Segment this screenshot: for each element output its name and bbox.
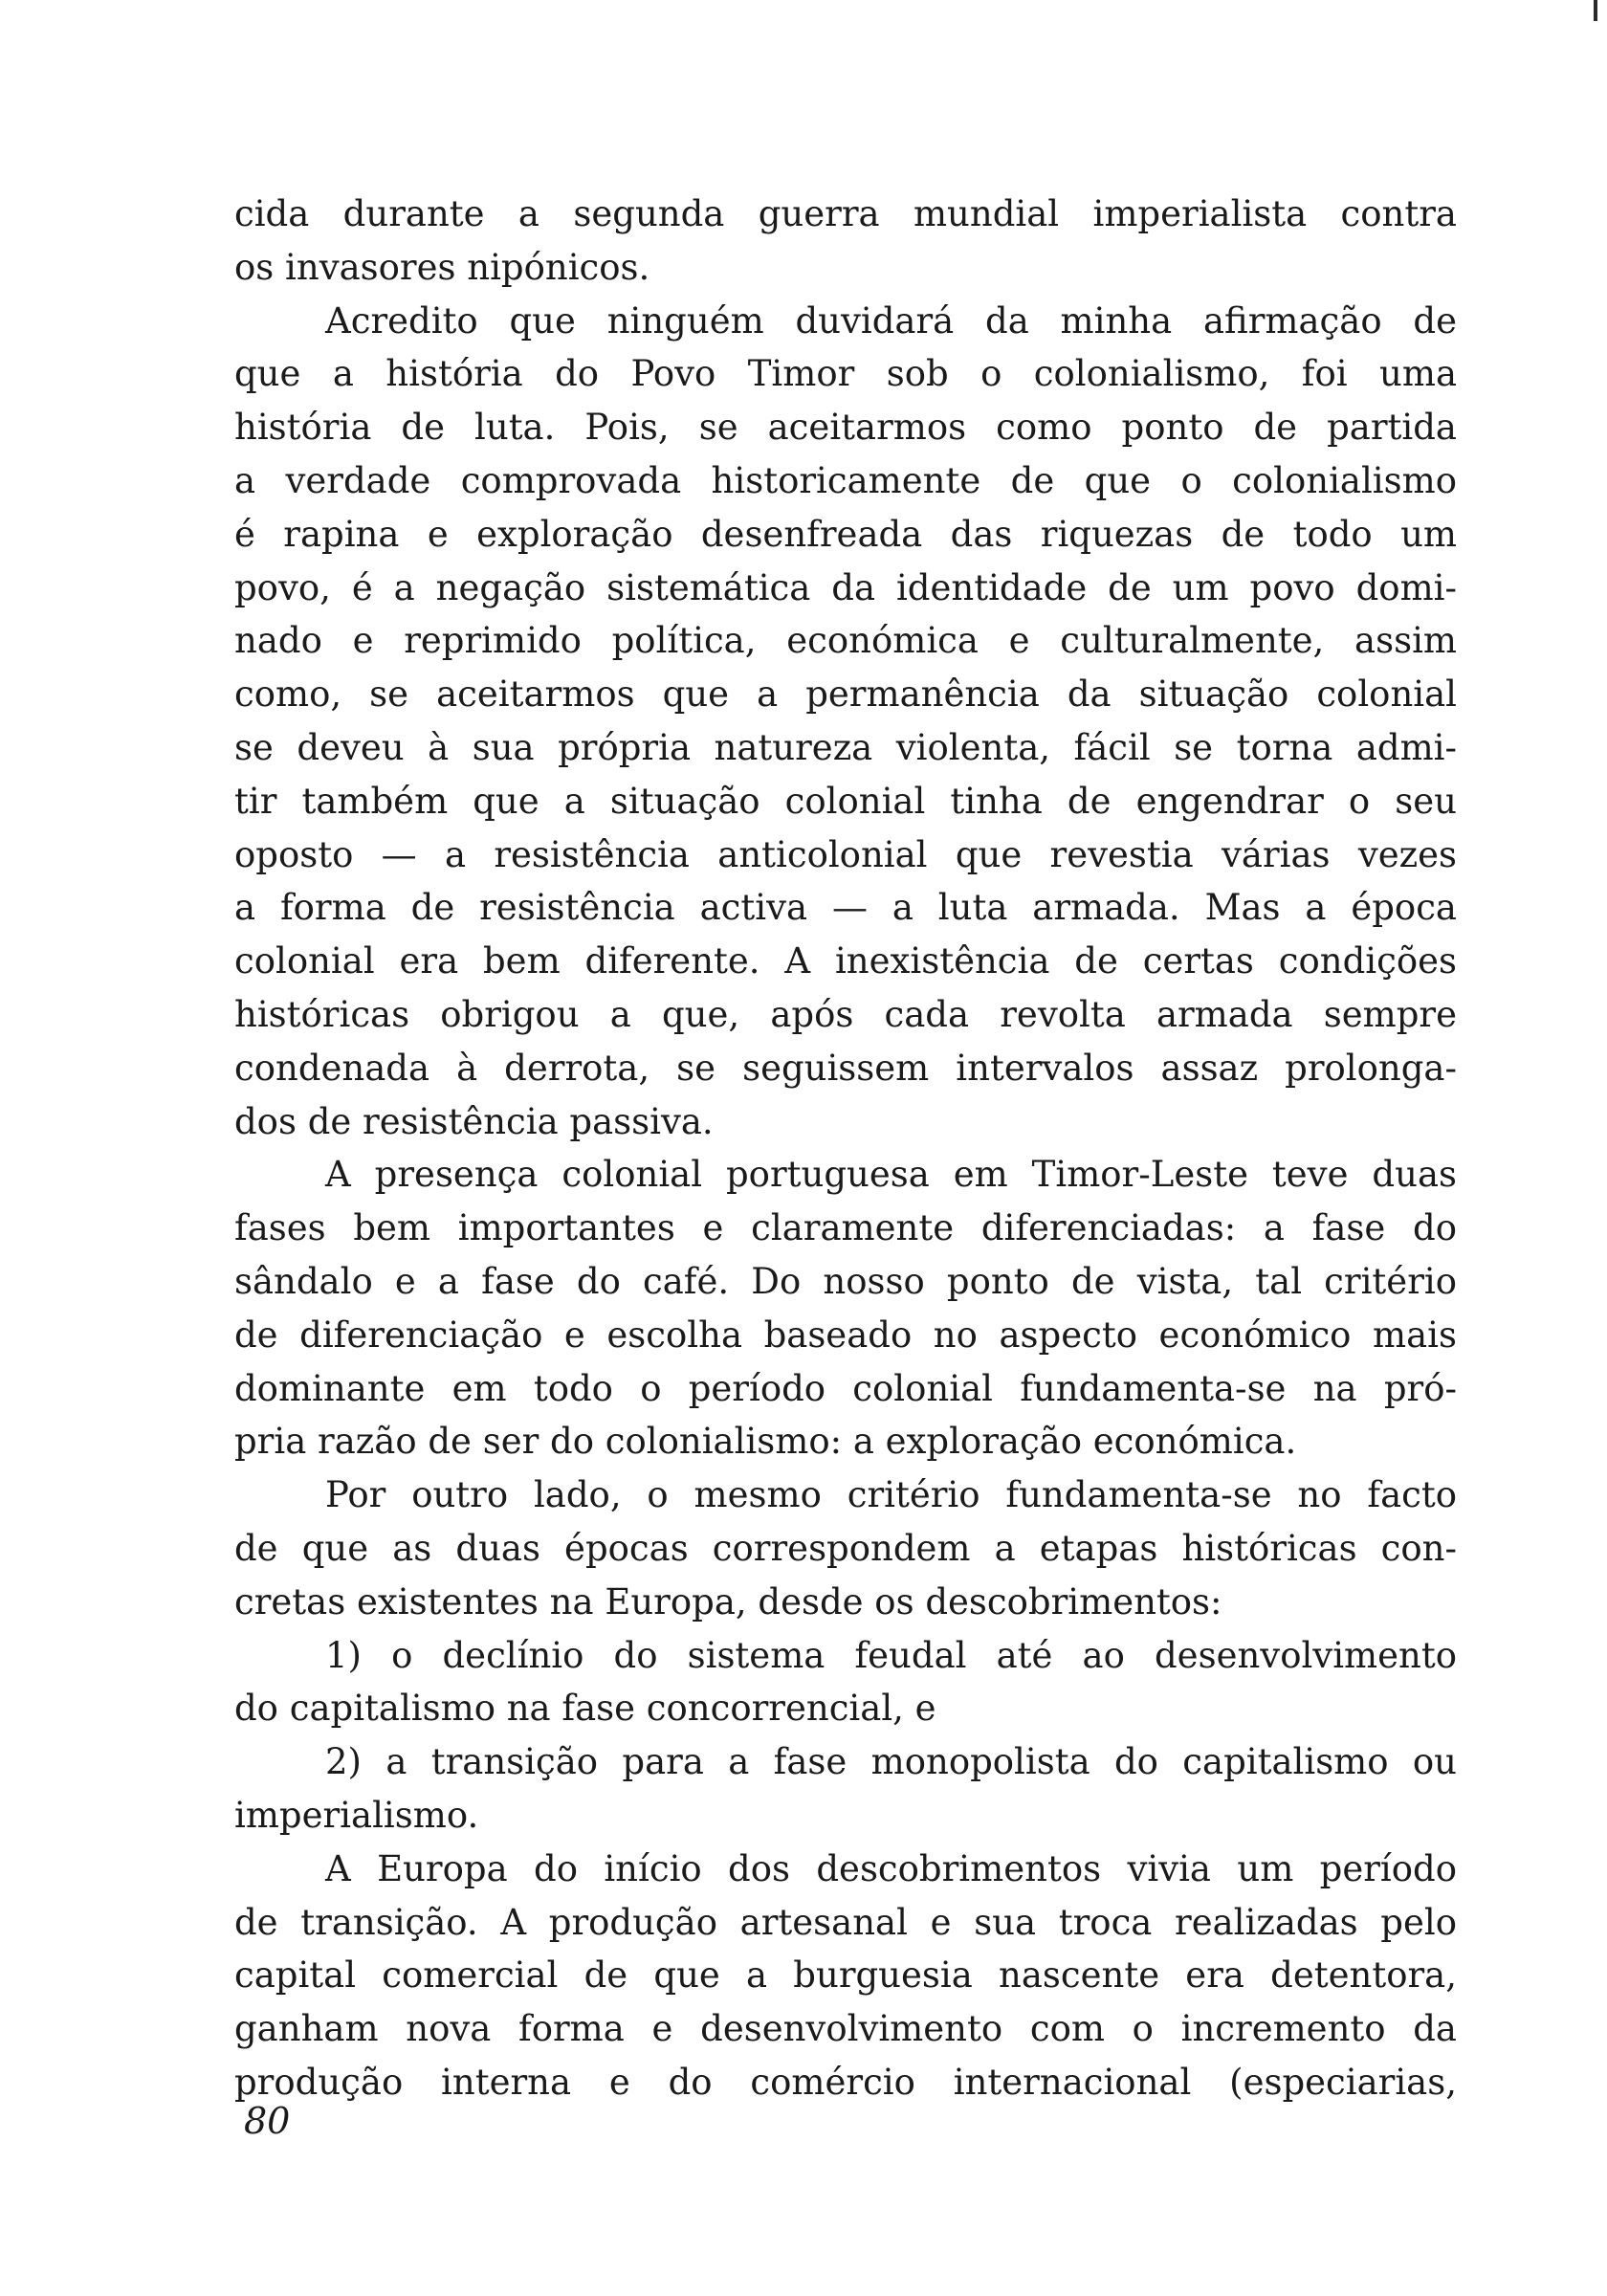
text-line: fases bem importantes e claramente diferenciadas: a fase do [234, 1207, 1457, 1249]
text-line: povo, é a negação sistemática da identidade de um povo domi- [234, 566, 1457, 608]
scan-mark [1594, 0, 1597, 21]
text-line: de que as duas épocas correspondem a etapas históricas con- [234, 1527, 1457, 1569]
text-line: do capitalismo na fase concorrencial, e [234, 1688, 936, 1730]
page-number: 80 [244, 2100, 291, 2142]
text-line: colonial era bem diferente. A inexistência de certas condições [234, 940, 1457, 982]
text-line: históricas obrigou a que, após cada revolta armada sempre [234, 993, 1457, 1035]
text-line: dos de resistência passiva. [234, 1100, 714, 1142]
text-line: dominante em todo o período colonial fundamenta-se na pró- [234, 1367, 1457, 1409]
text-line: como, se aceitarmos que a permanência da situação colonial [234, 673, 1457, 716]
text-line: ganham nova forma e desenvolvimento com o incremento da [234, 2008, 1457, 2050]
text-line: de diferenciação e escolha baseado no aspecto económico mais [234, 1314, 1457, 1356]
text-line: os invasores nipónicos. [234, 246, 650, 288]
text-line: tir também que a situação colonial tinha de engendrar o seu [234, 780, 1457, 822]
text-line: A presença colonial portuguesa em Timor-Leste teve duas [325, 1154, 1457, 1196]
text-line: oposto — a resistência anticolonial que revestia várias vezes [234, 833, 1457, 875]
text-line: imperialismo. [234, 1794, 479, 1836]
text-line: que a história do Povo Timor sob o colonialismo, foi uma [234, 353, 1457, 395]
text-line: de transição. A produção artesanal e sua troca realizadas pelo [234, 1901, 1457, 1943]
body-text [234, 188, 1457, 2109]
text-line: A Europa do início dos descobrimentos vivia um período [325, 1847, 1457, 1889]
text-line: a verdade comprovada historicamente de que o colonialismo [234, 459, 1457, 501]
text-line: se deveu à sua própria natureza violenta, fácil se torna admi- [234, 726, 1457, 768]
text-line: capital comercial de que a burguesia nascente era detentora, [234, 1954, 1457, 1997]
text-line: condenada à derrota, se seguissem intervalos assaz prolonga- [234, 1047, 1457, 1089]
text-line: cida durante a segunda guerra mundial imperialista contra [234, 193, 1457, 234]
text-line: a forma de resistência activa — a luta armada. Mas a época [234, 887, 1457, 929]
text-line: pria razão de ser do colonialismo: a exploração económica. [234, 1421, 1297, 1463]
text-line: 1) o declínio do sistema feudal até ao desenvolvimento [325, 1634, 1457, 1676]
text-line: é rapina e exploração desenfreada das riquezas de todo um [234, 513, 1457, 555]
text-line: produção interna e do comércio internacional (especiarias, [234, 2061, 1457, 2103]
text-line: 2) a transição para a fase monopolista do capitalismo ou [325, 1741, 1457, 1783]
text-line: Por outro lado, o mesmo critério fundamenta-se no facto [325, 1474, 1457, 1516]
text-line: Acredito que ninguém duvidará da minha afirmação de [325, 299, 1457, 342]
text-line: cretas existentes na Europa, desde os descobrimentos: [234, 1580, 1222, 1623]
text-line: nado e reprimido política, económica e culturalmente, assim [234, 620, 1457, 662]
text-line: sândalo e a fase do café. Do nosso ponto de vista, tal critério [234, 1260, 1457, 1302]
text-line: história de luta. Pois, se aceitarmos como ponto de partida [234, 407, 1457, 449]
